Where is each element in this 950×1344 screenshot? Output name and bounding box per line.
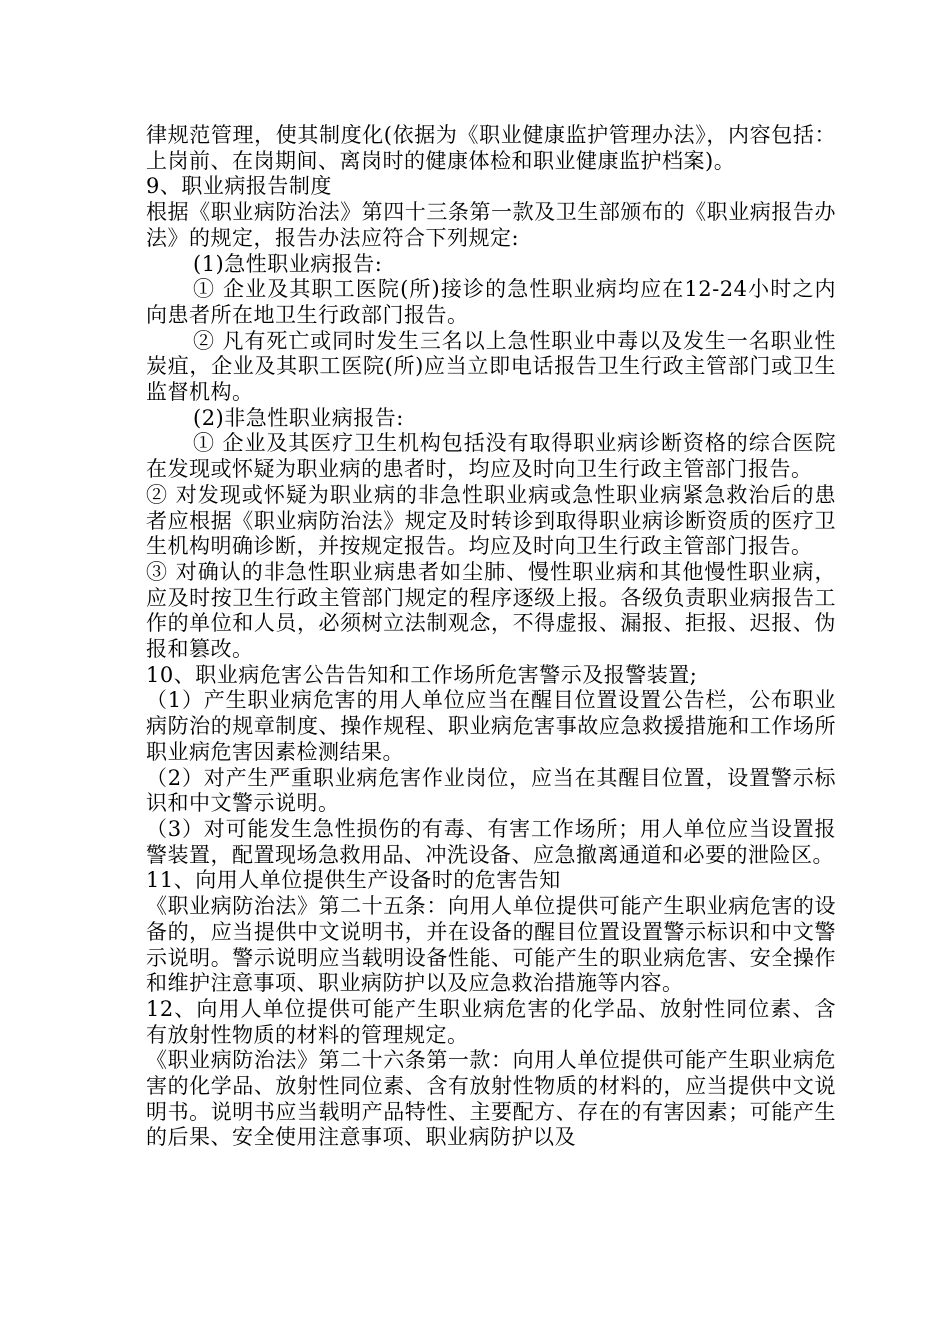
paragraph-nonacute-item-1: ① 企业及其医疗卫生机构包括没有取得职业病诊断资格的综合医院在发现或怀疑为职业病的患者时，均应及时向卫生行政主管部门报告。 [146, 431, 836, 482]
paragraph-nonacute-item-2: ② 对发现或怀疑为职业病的非急性职业病或急性职业病紧急救治后的患者应根据《职业病防治法》规定及时转诊到取得职业病诊断资质的医疗卫生机构明确诊断，并按规定报告。均应及时向卫生行政主管部门报告。 [146, 482, 836, 559]
section-heading-10: 10、职业病危害公告告知和工作场所危害警示及报警装置; [146, 662, 698, 687]
paragraph-notice-item-3: （3）对可能发生急性损伤的有毒、有害工作场所；用人单位应当设置报警装置，配置现场急救用品、冲洗设备、应急撤离通道和必要的泄险区。 [146, 816, 836, 867]
paragraph-acute-item-2: ② 凡有死亡或同时发生三名以上急性职业中毒以及发生一名职业性炭疽，企业及其职工医院(所)应当立即电话报告卫生行政主管部门或卫生监督机构。 [146, 328, 836, 405]
document-body [146, 123, 836, 1151]
paragraph-acute-item-1: ① 企业及其职工医院(所)接诊的急性职业病均应在12-24小时之内向患者所在地卫生行政部门报告。 [146, 277, 836, 327]
paragraph-chemicals-notice: 《职业病防治法》第二十六条第一款：向用人单位提供可能产生职业病危害的化学品、放射性同位素、含有放射性物质的材料的，应当提供中文说明书。说明书应当载明产品特性、主要配方、存在的有害因素；可能产生的后果、安全使用注意事项、职业病防护以及 [146, 1048, 836, 1150]
paragraph-intro-continuation: 律规范管理，使其制度化(依据为《职业健康监护管理办法》，内容包括：上岗前、在岗期间、离岗时的健康体检和职业健康监护档案)。 [146, 123, 836, 173]
paragraph-notice-item-1: （1）产生职业病危害的用人单位应当在醒目位置设置公告栏，公布职业病防治的规章制度、操作规程、职业病危害事故应急救援措施和工作场所职业病危害因素检测结果。 [146, 688, 836, 764]
section-heading-11: 11、向用人单位提供生产设备时的危害告知 [146, 868, 561, 893]
paragraph-report-basis: 根据《职业病防治法》第四十三条第一款及卫生部颁布的《职业病报告办法》的规定，报告办法应符合下列规定: [146, 200, 836, 250]
section-heading-12: 12、向用人单位提供可能产生职业病危害的化学品、放射性同位素、含有放射性物质的材料的管理规定。 [146, 996, 836, 1047]
paragraph-nonacute-item-3: ③ 对确认的非急性职业病患者如尘肺、慢性职业病和其他慢性职业病，应及时按卫生行政主管部门规定的程序逐级上报。各级负责职业病报告工作的单位和人员，必须树立法制观念，不得虚报、漏报、拒报、迟报、伪报和篡改。 [146, 559, 836, 662]
paragraph-notice-item-2: （2）对产生严重职业病危害作业岗位，应当在其醒目位置，设置警示标识和中文警示说明。 [146, 765, 836, 816]
subheading-nonacute-report: (2)非急性职业病报告: [193, 405, 404, 430]
paragraph-equipment-notice: 《职业病防治法》第二十五条：向用人单位提供可能产生职业病危害的设备的，应当提供中文说明书，并在设备的醒目位置设置警示标识和中文警示说明。警示说明应当载明设备性能、可能产生的职业病危害、安全操作和维护注意事项、职业病防护以及应急救治措施等内容。 [146, 894, 836, 996]
section-heading-9: 9、职业病报告制度 [146, 174, 332, 199]
subheading-acute-report: (1)急性职业病报告: [193, 251, 383, 276]
